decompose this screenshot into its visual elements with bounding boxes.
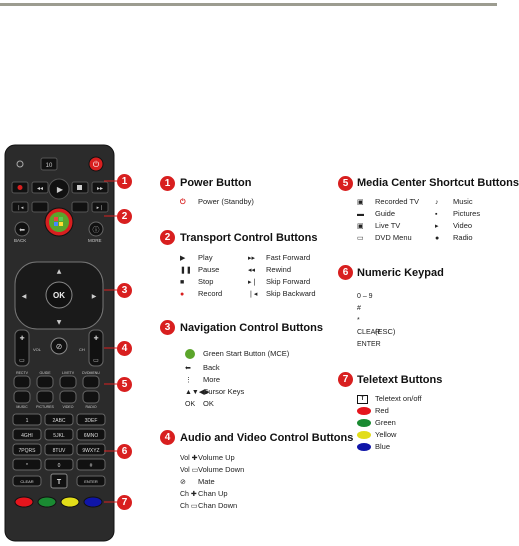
keypad-label: 0: [57, 463, 61, 469]
teletext-label: Teletext on/off: [375, 394, 422, 403]
nav-row-3-icon: ▲▼◀▶: [185, 389, 210, 396]
transport-right-3-icon: ❘◂: [248, 291, 258, 298]
power-row: ⏻ Power (Standby): [180, 197, 254, 206]
remote-back-label: BACK: [14, 238, 27, 243]
transport-right-3-label: Skip Backward: [266, 289, 316, 298]
transport-left-0-icon: ▶: [180, 255, 186, 262]
nav-row-2-label: More: [203, 375, 221, 384]
keypad-label: 7PQRS: [18, 448, 36, 454]
ch-up-icon: ✚: [93, 335, 99, 342]
remote-ff-icon: ▸▸: [96, 185, 104, 192]
section-badge-media: 5: [338, 176, 353, 191]
section-badge-transport: 2: [160, 230, 175, 245]
callout-badge-4: 4: [117, 341, 132, 356]
media-right-1-icon: ▪: [435, 211, 438, 218]
keypad-label: #: [89, 463, 93, 469]
media-label: MUSIC: [16, 405, 28, 409]
callout-lines: [0, 0, 160, 546]
section-badge-audio: 4: [160, 430, 175, 445]
transport-right-1: [248, 264, 291, 275]
remote-vol-label: VOL: [33, 347, 42, 352]
remote-power-icon: ⏻: [92, 160, 100, 169]
teletext-row-0: [357, 393, 422, 404]
transport-right-3: [248, 288, 316, 299]
audio-row-3-icon: Ch ✚: [180, 491, 197, 498]
media-left-1: [357, 208, 395, 219]
vol-down-icon: ▭: [19, 357, 25, 364]
media-left-2-icon: ▣: [357, 223, 364, 230]
audio-row-1-label: Volume Down: [198, 465, 245, 474]
keypad-label: 9WXYZ: [82, 448, 100, 454]
teletext-label: T: [56, 479, 62, 486]
callout-badge-7: 7: [117, 495, 132, 510]
power-icon: ⏻: [180, 199, 186, 206]
vol-up-icon: ✚: [19, 335, 25, 342]
media-label: VIDEO: [62, 405, 74, 409]
remote-rewind-icon: ◂◂: [36, 185, 44, 192]
shortcut-label: DVDMENU: [82, 371, 100, 375]
audio-row-1: [180, 464, 244, 475]
remote-ok-label: OK: [53, 291, 65, 300]
keypad-row-4: [357, 338, 381, 349]
keypad-label: 6MNO: [83, 433, 99, 439]
remote-play-icon: ▶: [56, 185, 64, 194]
transport-right-2-icon: ▸❘: [248, 279, 258, 286]
media-right-0: [435, 196, 473, 207]
keypad-label: 4GHI: [21, 433, 33, 439]
section-title-transport: Transport Control Buttons: [180, 232, 318, 244]
nav-row-1-label: Back: [203, 363, 220, 372]
media-label: PICTURES: [36, 405, 54, 409]
audio-row-4-label: Chan Down: [198, 501, 238, 510]
cursor-down-icon: ▼: [56, 319, 62, 326]
transport-right-2-label: Skip Forward: [266, 277, 311, 286]
teletext-row-3: [357, 429, 396, 440]
transport-right-0-label: Fast Forward: [266, 253, 311, 262]
audio-row-0-icon: Vol ✚: [180, 455, 198, 462]
media-right-2-label: Video: [453, 221, 473, 230]
nav-row-2-icon: ⋮: [185, 377, 192, 384]
cursor-left-icon: ◀: [21, 293, 27, 300]
keypad-row-2: [357, 314, 375, 325]
transport-left-2-icon: ■: [180, 279, 185, 286]
audio-row-4-icon: Ch ▭: [180, 503, 198, 510]
media-right-2: [435, 220, 472, 231]
audio-row-2-label: Mate: [198, 477, 215, 486]
keypad-row-3-label: (ESC): [375, 327, 396, 336]
audio-row-1-icon: Vol ▭: [180, 467, 199, 474]
nav-row-1: [185, 362, 220, 373]
keypad-row-4-icon: ENTER: [357, 341, 381, 348]
teletext-row-4: [357, 441, 390, 452]
media-left-3: [357, 232, 412, 243]
transport-left-2-label: Stop: [198, 277, 214, 286]
media-left-2: [357, 220, 400, 231]
shortcut-label: GUIDE: [39, 371, 51, 375]
media-left-1-label: Guide: [375, 209, 396, 218]
remote-top-label: 10: [45, 163, 53, 169]
transport-right-1-label: Rewind: [266, 265, 292, 274]
teletext-label: Red: [375, 406, 389, 415]
section-title-keypad: Numeric Keypad: [357, 267, 444, 279]
color-dot-icon: [357, 443, 371, 451]
media-right-1-label: Pictures: [453, 209, 481, 218]
mute-icon: ⊘: [55, 342, 63, 351]
keypad-label: *: [26, 463, 28, 469]
section-badge-navigation: 3: [160, 320, 175, 335]
clear-label: CLEAR: [20, 479, 34, 484]
color-dot-icon: [357, 431, 371, 439]
media-left-3-icon: ▭: [357, 235, 364, 242]
transport-right-0-icon: ▸▸: [248, 255, 256, 262]
media-right-3: [435, 232, 473, 243]
section-title-power: Power Button: [180, 177, 252, 189]
nav-row-3-label: Cursor Keys: [203, 387, 245, 396]
callout-badge-2: 2: [117, 209, 132, 224]
transport-right-1-icon: ◂◂: [248, 267, 256, 274]
remote-skipback-icon: ❘◂: [16, 205, 24, 211]
audio-row-4: [180, 500, 237, 511]
section-badge-power: 1: [160, 176, 175, 191]
transport-left-3-label: Record: [198, 289, 223, 298]
ch-down-icon: ▭: [93, 357, 99, 364]
transport-left-3-icon: ●: [180, 291, 185, 298]
media-right-2-icon: ▸: [435, 223, 439, 230]
media-right-3-icon: ●: [435, 235, 440, 242]
section-title-navigation: Navigation Control Buttons: [180, 322, 323, 334]
nav-row-4-icon: OK: [185, 401, 196, 408]
transport-left-1: [180, 264, 219, 275]
transport-left-0: [180, 252, 213, 263]
teletext-label: Yellow: [375, 430, 397, 439]
transport-left-3: [180, 288, 222, 299]
cursor-right-icon: ▶: [91, 293, 97, 300]
audio-row-2-icon: ⊘: [180, 479, 186, 486]
transport-left-1-label: Pause: [198, 265, 220, 274]
media-right-1: [435, 208, 480, 219]
transport-right-2: [248, 276, 310, 287]
media-right-0-icon: ♪: [435, 199, 439, 206]
teletext-icon: T: [357, 395, 368, 404]
media-right-0-label: Music: [453, 197, 473, 206]
media-label: RADIO: [85, 405, 97, 409]
back-arrow-icon: ⬅: [19, 226, 25, 234]
keypad-label: 5JKL: [53, 433, 65, 439]
transport-left-1-icon: ❚❚: [180, 267, 192, 274]
more-icon: ⓘ: [92, 226, 100, 234]
section-title-audio: Audio and Video Control Buttons: [180, 432, 354, 444]
audio-row-3-label: Chan Up: [198, 489, 228, 498]
teletext-row-1: [357, 405, 389, 416]
color-dot-icon: [357, 407, 371, 415]
media-left-1-icon: ▬: [357, 211, 364, 218]
media-left-3-label: DVD Menu: [375, 233, 412, 242]
remote-more-label: MORE: [88, 238, 102, 243]
keypad-label: 8TUV: [52, 448, 66, 454]
media-left-0-label: Recorded TV: [375, 197, 420, 206]
keypad-row-0-icon: 0 – 9: [357, 293, 373, 300]
keypad-row-3: [357, 326, 395, 337]
teletext-label: Green: [375, 418, 396, 427]
transport-left-2: [180, 276, 213, 287]
green-start-icon: [185, 349, 195, 359]
keypad-row-1: [357, 302, 375, 313]
callout-badge-5: 5: [117, 377, 132, 392]
keypad-label: 1: [25, 418, 29, 424]
section-badge-keypad: 6: [338, 265, 353, 280]
section-title-media: Media Center Shortcut Buttons: [357, 177, 519, 189]
keypad-row-0: [357, 290, 375, 301]
color-dot-icon: [357, 419, 371, 427]
nav-row-4: [185, 398, 214, 409]
callout-badge-6: 6: [117, 444, 132, 459]
transport-right-0: [248, 252, 310, 263]
keypad-label: 3DEF: [84, 418, 98, 424]
section-badge-teletext: 7: [338, 372, 353, 387]
callout-badge-1: 1: [117, 174, 132, 189]
keypad-row-1-icon: #: [357, 305, 361, 312]
teletext-label: Blue: [375, 442, 391, 451]
nav-row-1-icon: ⬅: [185, 365, 191, 372]
media-left-2-label: Live TV: [375, 221, 401, 230]
audio-row-0: [180, 452, 235, 463]
media-right-3-label: Radio: [453, 233, 473, 242]
nav-row-2: [185, 374, 220, 385]
audio-row-2: [180, 476, 215, 487]
keypad-row-3-icon: CLEAR: [357, 329, 381, 336]
keypad-row-2-icon: *: [357, 317, 360, 324]
audio-row-3: [180, 488, 228, 499]
callout-badge-3: 3: [117, 283, 132, 298]
teletext-row-2: [357, 417, 396, 428]
remote-ch-label: CH: [79, 347, 85, 352]
nav-row-start: Green Start Button (MCE): [185, 348, 289, 359]
audio-row-0-label: Volume Up: [198, 453, 235, 462]
enter-label: ENTER: [84, 479, 98, 484]
media-left-0: [357, 196, 419, 207]
shortcut-label: LIVETV: [61, 371, 75, 375]
remote-skipfwd-icon: ▸❘: [96, 205, 104, 211]
shortcut-label: RECTV: [16, 371, 28, 375]
nav-row-3: [185, 386, 244, 397]
media-left-0-icon: ▣: [357, 199, 364, 206]
keypad-label: 2ABC: [52, 418, 66, 424]
cursor-up-icon: ▲: [56, 268, 62, 275]
nav-row-4-label: OK: [203, 399, 214, 408]
section-title-teletext: Teletext Buttons: [357, 374, 443, 386]
transport-left-0-label: Play: [198, 253, 213, 262]
